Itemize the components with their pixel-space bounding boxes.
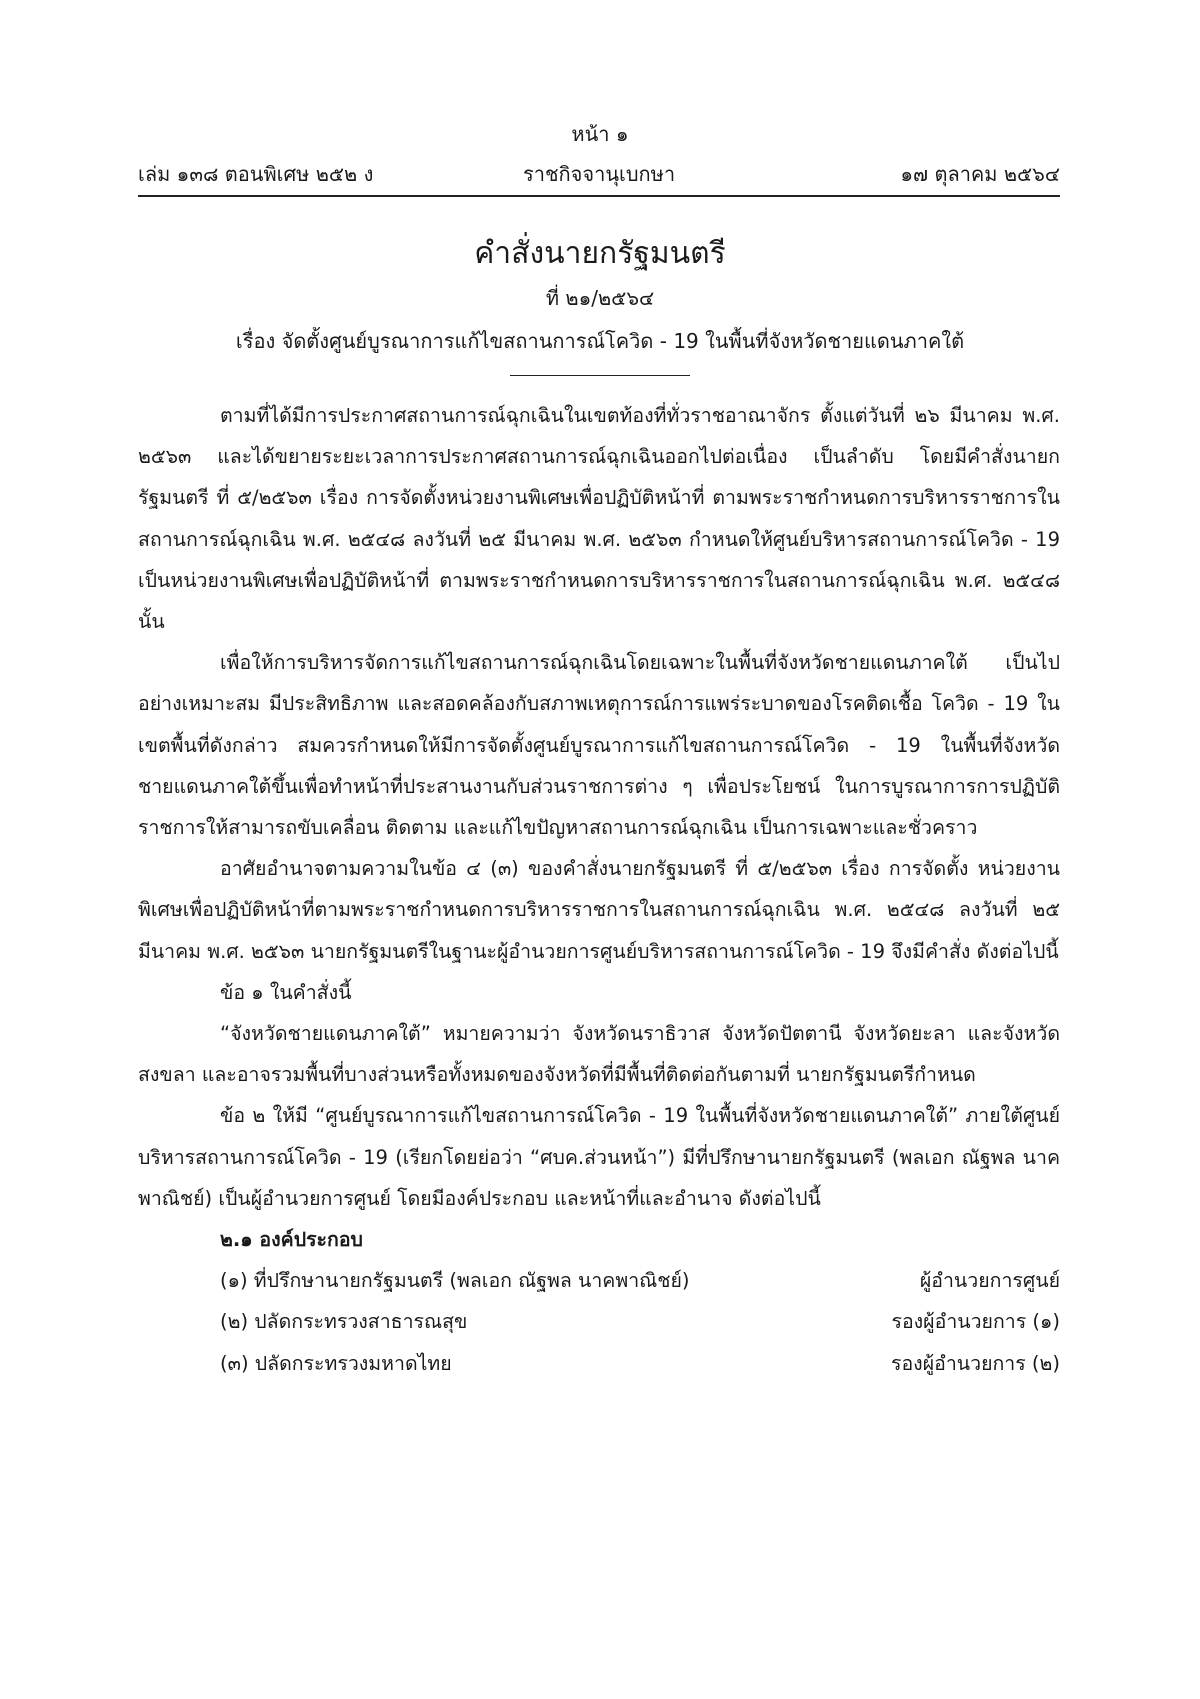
member-row xyxy=(138,1343,1060,1384)
member-row xyxy=(138,1260,1060,1301)
member-name: (๒) ปลัดกระทรวงสาธารณสุข xyxy=(220,1310,468,1334)
paragraph: อาศัยอำนาจตามความในข้อ ๔ (๓) ของคำสั่งนายกรัฐมนตรี ที่ ๕/๒๕๖๓ เรื่อง การจัดตั้ง หน่วยงานพิเศษเพื่อปฏิบัติหน้าที่ตามพระราชกำหนดการบริหารราชการในสถานการณ์ฉุกเฉิน พ.ศ. ๒๕๔๘ ลงวันที่ ๒๕ มีนาคม พ.ศ. ๒๕๖๓ นายกรัฐมนตรีในฐานะผู้อำนวยการศูนย์บริหารสถานการณ์โควิด - 19 จึงมีคำสั่ง ดังต่อไปนี้ xyxy=(138,857,1060,963)
section-heading: ๒.๑ องค์ประกอบ xyxy=(220,1228,363,1252)
clause-heading: ข้อ ๑ ในคำสั่งนี้ xyxy=(220,980,352,1004)
member-name: (๑) ที่ปรึกษานายกรัฐมนตรี (พลเอก ณัฐพล นาคพาณิชย์) xyxy=(220,1269,690,1293)
header-divider xyxy=(138,195,1060,197)
volume-info: เล่ม ๑๓๘ ตอนพิเศษ ๒๕๒ ง xyxy=(138,162,374,186)
order-subject: เรื่อง จัดตั้งศูนย์บูรณาการแก้ไขสถานการณ์โควิด - 19 ในพื้นที่จังหวัดชายแดนภาคใต้ xyxy=(235,329,965,353)
paragraph: เพื่อให้การบริหารจัดการแก้ไขสถานการณ์ฉุกเฉินโดยเฉพาะในพื้นที่จังหวัดชายแดนภาคใต้ เป็นไปอย่างเหมาะสม มีประสิทธิภาพ และสอดคล้องกับสภาพเหตุการณ์การแพร่ระบาดของโรคติดเชื้อ โควิด - 19 ในเขตพื้นที่ดังกล่าว สมควรกำหนดให้มีการจัดตั้งศูนย์บูรณาการแก้ไขสถานการณ์โควิด - 19 ในพื้นที่จังหวัดชายแดนภาคใต้ขึ้นเพื่อทำหน้าที่ประสานงานกับส่วนราชการต่าง ๆ เพื่อประโยชน์ ในการบูรณาการการปฏิบัติราชการให้สามารถขับเคลื่อน ติดตาม และแก้ไขปัญหาสถานการณ์ฉุกเฉิน เป็นการเฉพาะและชั่วคราว xyxy=(138,651,1060,840)
order-number: ที่ ๒๑/๒๕๖๔ xyxy=(545,286,655,310)
member-role: รองผู้อำนวยการ (๒) xyxy=(891,1351,1060,1375)
member-role: รองผู้อำนวยการ (๑) xyxy=(891,1310,1060,1334)
paragraph: ข้อ ๒ ให้มี “ศูนย์บูรณาการแก้ไขสถานการณ์โควิด - 19 ในพื้นที่จังหวัดชายแดนภาคใต้” ภายใต้ศูนย์บริหารสถานการณ์โควิด - 19 (เรียกโดยย่อว่า “ศบค.ส่วนหน้า”) มีที่ปรึกษานายกรัฐมนตรี (พลเอก ณัฐพล นาคพาณิชย์) เป็นผู้อำนวยการศูนย์ โดยมีองค์ประกอบ และหน้าที่และอำนาจ ดังต่อไปนี้ xyxy=(138,1104,1060,1210)
publish-date: ๑๗ ตุลาคม ๒๕๖๔ xyxy=(900,162,1060,186)
gazette-name: ราชกิจจานุเบกษา xyxy=(523,162,676,186)
member-row xyxy=(138,1301,1060,1342)
document-body xyxy=(138,395,1060,1384)
title-divider xyxy=(510,375,690,376)
paragraph: ตามที่ได้มีการประกาศสถานการณ์ฉุกเฉินในเขตท้องที่ทั่วราชอาณาจักร ตั้งแต่วันที่ ๒๖ มีนาคม พ.ศ. ๒๕๖๓ และได้ขยายระยะเวลาการประกาศสถานการณ์ฉุกเฉินออกไปต่อเนื่อง เป็นลำดับ โดยมีคำสั่งนายกรัฐมนตรี ที่ ๕/๒๕๖๓ เรื่อง การจัดตั้งหน่วยงานพิเศษเพื่อปฏิบัติหน้าที่ ตามพระราชกำหนดการบริหารราชการในสถานการณ์ฉุกเฉิน พ.ศ. ๒๕๔๘ ลงวันที่ ๒๕ มีนาคม พ.ศ. ๒๕๖๓ กำหนดให้ศูนย์บริหารสถานการณ์โควิด - 19 เป็นหน่วยงานพิเศษเพื่อปฏิบัติหน้าที่ ตามพระราชกำหนดการบริหารราชการในสถานการณ์ฉุกเฉิน พ.ศ. ๒๕๔๘ นั้น xyxy=(138,404,1060,634)
paragraph: “จังหวัดชายแดนภาคใต้” หมายความว่า จังหวัดนราธิวาส จังหวัดปัตตานี จังหวัดยะลา และจังหวัดสงขลา และอาจรวมพื้นที่บางส่วนหรือทั้งหมดของจังหวัดที่มีพื้นที่ติดต่อกันตามที่ นายกรัฐมนตรีกำหนด xyxy=(138,1022,1060,1087)
member-role: ผู้อำนวยการศูนย์ xyxy=(919,1269,1060,1293)
page-number: หน้า ๑ xyxy=(571,122,629,146)
document-title: คำสั่งนายกรัฐมนตรี xyxy=(474,236,726,271)
member-name: (๓) ปลัดกระทรวงมหาดไทย xyxy=(220,1351,452,1375)
